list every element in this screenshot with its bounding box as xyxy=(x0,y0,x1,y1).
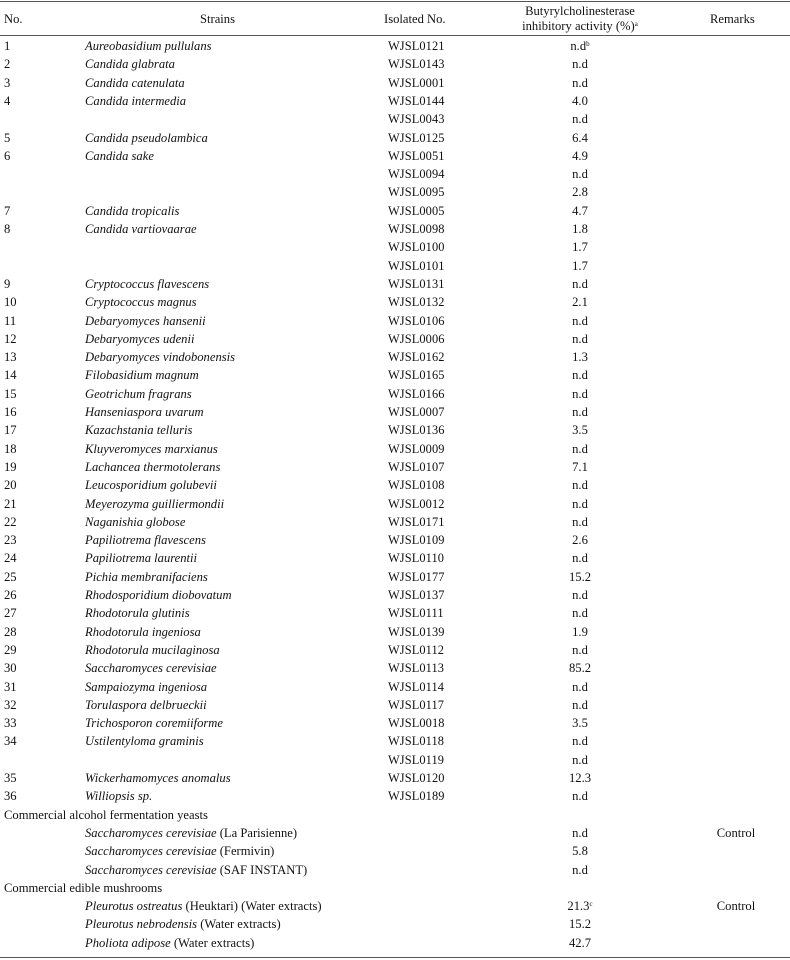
table-row xyxy=(0,549,790,567)
row-number: 4 xyxy=(4,93,11,108)
table-row xyxy=(0,366,790,384)
strain-name: Rhodotorula glutinis xyxy=(85,606,190,621)
activity-value xyxy=(520,861,640,879)
activity-number: 12.3 xyxy=(568,771,592,785)
table-row xyxy=(0,37,790,55)
strain-note: (Water extracts) xyxy=(197,917,281,932)
row-number: 11 xyxy=(4,313,17,328)
table-row xyxy=(0,787,790,805)
table-row xyxy=(0,220,790,238)
row-number: 10 xyxy=(4,295,17,310)
row-number: 27 xyxy=(4,606,17,621)
activity-number: n.d xyxy=(572,276,588,291)
row-number: 35 xyxy=(4,771,17,785)
activity-value xyxy=(520,934,640,952)
strain-name: Candida glabrata xyxy=(85,57,175,72)
activity-value xyxy=(520,659,640,677)
activity-number: n.d xyxy=(572,606,588,621)
strain-species: Pleurotus ostreatus xyxy=(85,899,183,914)
isolated-number: WJSL0111 xyxy=(388,606,444,621)
isolated-number: WJSL0144 xyxy=(388,93,445,108)
table-top-rule xyxy=(0,1,790,2)
isolated-number: WJSL0109 xyxy=(388,533,445,548)
strain-name: Torulaspora delbrueckii xyxy=(85,697,207,712)
row-number: 12 xyxy=(4,331,17,346)
activity-number: n.d xyxy=(572,697,588,712)
strain-name: Debaryomyces udenii xyxy=(85,331,195,346)
strain-name: Candida pseudolambica xyxy=(85,130,208,145)
table-row xyxy=(0,183,790,201)
table-row xyxy=(0,623,790,641)
activity-number: n.d xyxy=(570,39,587,53)
activity-number: n.d xyxy=(572,386,588,401)
table-row xyxy=(0,257,790,275)
isolated-number: WJSL0001 xyxy=(388,75,445,90)
activity-value xyxy=(520,531,640,549)
activity-value xyxy=(520,787,640,805)
strain-note: (Fermivin) xyxy=(216,844,275,859)
table-row xyxy=(0,403,790,421)
activity-number: 5.8 xyxy=(572,844,588,859)
strain-name: Hanseniaspora uvarum xyxy=(85,405,204,419)
activity-value xyxy=(520,549,640,567)
activity-number: 2.1 xyxy=(572,295,588,310)
strain-name: Wickerhamomyces anomalus xyxy=(85,771,231,785)
table-row xyxy=(0,129,790,147)
header-no: No. xyxy=(4,12,23,26)
header-strains: Strains xyxy=(200,12,235,26)
activity-number: n.d xyxy=(572,57,588,72)
strain-name: Trichosporon coremiiforme xyxy=(85,716,223,731)
activity-number: n.d xyxy=(572,313,588,328)
activity-number: n.d xyxy=(572,679,588,694)
isolated-number: WJSL0119 xyxy=(388,752,445,767)
table-row xyxy=(0,74,790,92)
activity-value xyxy=(520,769,640,787)
activity-number: n.d xyxy=(572,825,588,840)
activity-value xyxy=(520,165,640,183)
strain-note: (SAF INSTANT) xyxy=(216,862,308,877)
activity-number: n.d xyxy=(572,752,588,767)
isolated-number: WJSL0162 xyxy=(388,350,445,365)
header-isolated-no: Isolated No. xyxy=(384,12,446,26)
strain-species: Pleurotus nebrodensis xyxy=(85,917,198,932)
strain-name: Cryptococcus magnus xyxy=(85,295,197,310)
row-number: 13 xyxy=(4,350,17,365)
section-title: Commercial alcohol fermentation yeasts xyxy=(4,807,208,822)
row-number: 15 xyxy=(4,386,17,401)
strain-name xyxy=(85,915,281,933)
strain-note: (Water extracts) xyxy=(170,935,255,950)
isolated-number: WJSL0094 xyxy=(388,167,445,182)
activity-number: n.d xyxy=(572,75,588,90)
activity-number: n.d xyxy=(572,478,588,493)
table-row xyxy=(0,897,790,915)
activity-number: 1.7 xyxy=(572,240,588,255)
activity-value xyxy=(520,238,640,256)
activity-number: n.d xyxy=(572,862,588,877)
isolated-number: WJSL0118 xyxy=(388,734,445,749)
table-row xyxy=(0,55,790,73)
table-row xyxy=(0,312,790,330)
isolated-number: WJSL0095 xyxy=(388,185,445,200)
activity-number: 85.2 xyxy=(568,661,592,676)
section-heading-row xyxy=(0,879,790,897)
activity-value xyxy=(520,202,640,220)
isolated-number: WJSL0012 xyxy=(388,496,445,511)
footnote-marker: b xyxy=(586,40,590,48)
table-row xyxy=(0,842,790,860)
strain-name: Rhodotorula ingeniosa xyxy=(85,624,201,639)
strain-name: Papiliotrema laurentii xyxy=(85,551,198,566)
table-row xyxy=(0,586,790,604)
activity-value xyxy=(520,476,640,494)
strain-name: Candida intermedia xyxy=(85,93,187,108)
activity-value xyxy=(520,147,640,165)
strain-name xyxy=(85,861,307,879)
activity-value xyxy=(520,366,640,384)
isolated-number: WJSL0120 xyxy=(388,771,445,785)
strain-name: Rhodosporidium diobovatum xyxy=(85,588,232,602)
isolated-number: WJSL0166 xyxy=(388,386,445,401)
row-number: 7 xyxy=(4,203,11,218)
activity-value xyxy=(520,513,640,531)
footnote-marker: c xyxy=(589,900,593,909)
strain-note: (La Parisienne) xyxy=(216,825,298,840)
table-row xyxy=(0,696,790,714)
row-number: 14 xyxy=(4,368,17,383)
activity-value xyxy=(520,696,640,714)
strain-name: Kluyveromyces marxianus xyxy=(85,441,218,456)
row-number: 19 xyxy=(4,459,17,474)
isolated-number: WJSL0006 xyxy=(388,331,445,346)
table-row xyxy=(0,458,790,476)
table-row xyxy=(0,531,790,549)
isolated-number: WJSL0165 xyxy=(388,368,445,383)
activity-value xyxy=(520,129,640,147)
isolated-number: WJSL0009 xyxy=(388,441,445,456)
table-row xyxy=(0,202,790,220)
activity-value xyxy=(520,842,640,860)
row-number: 32 xyxy=(4,697,17,712)
strain-name: Cryptococcus flavescens xyxy=(85,276,210,291)
table-row xyxy=(0,147,790,165)
activity-value xyxy=(520,220,640,238)
table-row xyxy=(0,915,790,933)
activity-value xyxy=(520,403,640,421)
isolated-number: WJSL0177 xyxy=(388,569,445,584)
table-row xyxy=(0,348,790,366)
table-row xyxy=(0,678,790,696)
activity-number: n.d xyxy=(572,441,588,456)
strain-species: Saccharomyces cerevisiae xyxy=(85,825,217,840)
row-number: 24 xyxy=(4,551,17,566)
row-number: 28 xyxy=(4,624,17,639)
table-row xyxy=(0,293,790,311)
activity-value xyxy=(520,586,640,604)
strain-name: Kazachstania telluris xyxy=(85,423,193,438)
activity-value xyxy=(520,678,640,696)
table-row xyxy=(0,385,790,403)
isolated-number: WJSL0136 xyxy=(388,423,445,438)
table-row xyxy=(0,330,790,348)
row-number: 1 xyxy=(4,39,11,53)
strain-name xyxy=(85,842,274,860)
strain-note: (Heuktari) (Water extracts) xyxy=(182,899,322,914)
isolated-number: WJSL0108 xyxy=(388,478,445,493)
isolated-number: WJSL0189 xyxy=(388,789,445,804)
isolated-number: WJSL0101 xyxy=(388,258,445,273)
row-number: 6 xyxy=(4,148,11,163)
activity-number: 42.7 xyxy=(568,935,592,950)
table-row xyxy=(0,751,790,769)
row-number: 20 xyxy=(4,478,17,493)
activity-value xyxy=(520,348,640,366)
activity-value xyxy=(520,275,640,293)
activity-value xyxy=(520,37,640,55)
isolated-number: WJSL0171 xyxy=(388,514,445,529)
activity-number: 4.7 xyxy=(572,203,588,218)
activity-value xyxy=(520,751,640,769)
activity-number: n.d xyxy=(572,167,588,182)
activity-value xyxy=(520,568,640,586)
header-remarks: Remarks xyxy=(710,12,755,26)
table-row xyxy=(0,824,790,842)
activity-number: 1.8 xyxy=(572,222,588,236)
activity-value xyxy=(520,915,640,933)
header-activity-line2: inhibitory activity (%)$^a$ xyxy=(522,19,638,33)
activity-value xyxy=(520,293,640,311)
remarks-cell: Control xyxy=(716,825,756,840)
strain-name xyxy=(85,934,254,952)
strain-species: Saccharomyces cerevisiae xyxy=(85,862,217,877)
isolated-number: WJSL0106 xyxy=(388,313,445,328)
activity-value xyxy=(520,641,640,659)
row-number: 2 xyxy=(4,57,11,72)
activity-number: 6.4 xyxy=(572,130,588,145)
table-bottom-rule xyxy=(0,957,790,958)
isolated-number: WJSL0107 xyxy=(388,459,445,474)
activity-number: 4.9 xyxy=(572,148,588,163)
activity-number: 3.5 xyxy=(572,423,588,438)
activity-number: 21.3 xyxy=(567,899,590,914)
isolated-number: WJSL0132 xyxy=(388,295,445,310)
table-row xyxy=(0,440,790,458)
activity-value xyxy=(520,623,640,641)
table-row xyxy=(0,165,790,183)
activity-number: 1.9 xyxy=(572,624,588,639)
isolated-number: WJSL0051 xyxy=(388,148,445,163)
strain-name: Saccharomyces cerevisiae xyxy=(85,661,217,676)
table-row xyxy=(0,495,790,513)
activity-number: 15.2 xyxy=(568,917,592,932)
activity-value xyxy=(520,74,640,92)
activity-value xyxy=(520,385,640,403)
isolated-number: WJSL0121 xyxy=(388,39,445,53)
row-number: 29 xyxy=(4,642,17,657)
row-number: 17 xyxy=(4,423,17,438)
activity-number: 1.3 xyxy=(572,350,588,365)
row-number: 36 xyxy=(4,789,17,804)
isolated-number: WJSL0100 xyxy=(388,240,445,255)
row-number: 30 xyxy=(4,661,17,676)
activity-number: n.d xyxy=(572,496,588,511)
isolated-number: WJSL0139 xyxy=(388,624,445,639)
activity-number: 15.2 xyxy=(568,569,592,584)
activity-value xyxy=(520,732,640,750)
table-row xyxy=(0,568,790,586)
table-row xyxy=(0,513,790,531)
strain-name: Leucosporidium golubevii xyxy=(85,478,217,493)
isolated-number: WJSL0131 xyxy=(388,276,445,291)
table-row xyxy=(0,92,790,110)
row-number: 3 xyxy=(4,75,11,90)
table-row xyxy=(0,238,790,256)
table-row xyxy=(0,641,790,659)
row-number: 9 xyxy=(4,276,11,291)
strain-name: Candida vartiovaarae xyxy=(85,222,197,236)
activity-number: n.d xyxy=(572,368,588,383)
strain-name: Candida tropicalis xyxy=(85,203,180,218)
table-row xyxy=(0,275,790,293)
activity-value xyxy=(520,110,640,128)
header-activity-line1: Butyrylcholinesterase xyxy=(525,4,635,18)
activity-value xyxy=(520,55,640,73)
row-number: 8 xyxy=(4,222,11,236)
activity-number: 2.6 xyxy=(572,533,588,548)
activity-value xyxy=(520,92,640,110)
isolated-number: WJSL0007 xyxy=(388,405,445,419)
strain-name: Naganishia globose xyxy=(85,514,186,529)
isolated-number: WJSL0098 xyxy=(388,222,445,236)
activity-value xyxy=(520,458,640,476)
strain-species: Pholiota adipose xyxy=(85,935,171,950)
row-number: 21 xyxy=(4,496,17,511)
activity-number: n.d xyxy=(572,112,588,127)
strain-name: Papiliotrema flavescens xyxy=(85,533,206,548)
activity-value xyxy=(520,183,640,201)
section-title: Commercial edible mushrooms xyxy=(4,880,163,895)
header-bottom-rule xyxy=(0,35,790,36)
activity-number: 4.0 xyxy=(572,93,588,108)
isolated-number: WJSL0114 xyxy=(388,679,445,694)
isolated-number: WJSL0043 xyxy=(388,112,445,127)
strain-name: Sampaiozyma ingeniosa xyxy=(85,679,208,694)
strain-species: Saccharomyces cerevisiae xyxy=(85,844,217,859)
row-number: 25 xyxy=(4,569,17,584)
strain-name: Debaryomyces vindobonensis xyxy=(85,350,236,365)
section-heading-row xyxy=(0,806,790,824)
activity-number: 1.7 xyxy=(572,258,588,273)
row-number: 16 xyxy=(4,405,17,419)
row-number: 31 xyxy=(4,679,17,694)
strain-name: Lachancea thermotolerans xyxy=(85,459,221,474)
strain-name: Meyerozyma guilliermondii xyxy=(85,496,225,511)
table-row xyxy=(0,769,790,787)
isolated-number: WJSL0110 xyxy=(388,551,445,566)
activity-number: n.d xyxy=(572,331,588,346)
isolated-number: WJSL0137 xyxy=(388,588,445,602)
row-number: 23 xyxy=(4,533,17,548)
row-number: 34 xyxy=(4,734,17,749)
activity-value xyxy=(520,330,640,348)
strain-name xyxy=(85,897,322,915)
isolated-number: WJSL0143 xyxy=(388,57,445,72)
activity-number: n.d xyxy=(572,734,588,749)
table-row xyxy=(0,861,790,879)
row-number: 33 xyxy=(4,716,17,731)
activity-number: 2.8 xyxy=(572,185,588,200)
row-number: 26 xyxy=(4,588,17,602)
strain-name xyxy=(85,824,297,842)
activity-value xyxy=(520,257,640,275)
activity-value xyxy=(520,440,640,458)
strain-name: Pichia membranifaciens xyxy=(85,569,208,584)
table-row xyxy=(0,421,790,439)
strain-name: Candida sake xyxy=(85,148,154,163)
table-row xyxy=(0,110,790,128)
activity-number: n.d xyxy=(572,642,588,657)
isolated-number: WJSL0005 xyxy=(388,203,445,218)
row-number: 18 xyxy=(4,441,17,456)
isolated-number: WJSL0112 xyxy=(388,642,445,657)
activity-number: 7.1 xyxy=(572,459,588,474)
isolated-number: WJSL0117 xyxy=(388,697,445,712)
activity-number: n.d xyxy=(572,789,588,804)
activity-number: n.d xyxy=(572,405,588,419)
strain-name: Filobasidium magnum xyxy=(85,368,199,383)
activity-value xyxy=(520,714,640,732)
activity-value xyxy=(520,824,640,842)
activity-number: n.d xyxy=(572,588,588,602)
activity-value xyxy=(520,312,640,330)
table-row xyxy=(0,604,790,622)
isolated-number: WJSL0113 xyxy=(388,661,445,676)
row-number: 22 xyxy=(4,514,17,529)
activity-number: 3.5 xyxy=(572,716,588,731)
strain-name: Williopsis sp. xyxy=(85,789,153,804)
table-row xyxy=(0,659,790,677)
strain-name: Debaryomyces hansenii xyxy=(85,313,206,328)
strain-name: Geotrichum fragrans xyxy=(85,386,192,401)
table-row xyxy=(0,732,790,750)
strain-name: Ustilentyloma graminis xyxy=(85,734,204,749)
isolated-number: WJSL0125 xyxy=(388,130,445,145)
table-row xyxy=(0,476,790,494)
table-row xyxy=(0,714,790,732)
activity-number: n.d xyxy=(572,514,588,529)
strain-name: Candida catenulata xyxy=(85,75,185,90)
activity-value xyxy=(520,604,640,622)
row-number: 5 xyxy=(4,130,11,145)
strain-name: Rhodotorula mucilaginosa xyxy=(85,642,220,657)
activity-number: n.d xyxy=(572,551,588,566)
isolated-number: WJSL0018 xyxy=(388,716,445,731)
strain-name: Aureobasidium pullulans xyxy=(85,39,212,53)
remarks-cell: Control xyxy=(716,899,756,914)
table-row xyxy=(0,934,790,952)
activity-value xyxy=(520,421,640,439)
activity-value xyxy=(520,495,640,513)
activity-value xyxy=(520,897,640,915)
